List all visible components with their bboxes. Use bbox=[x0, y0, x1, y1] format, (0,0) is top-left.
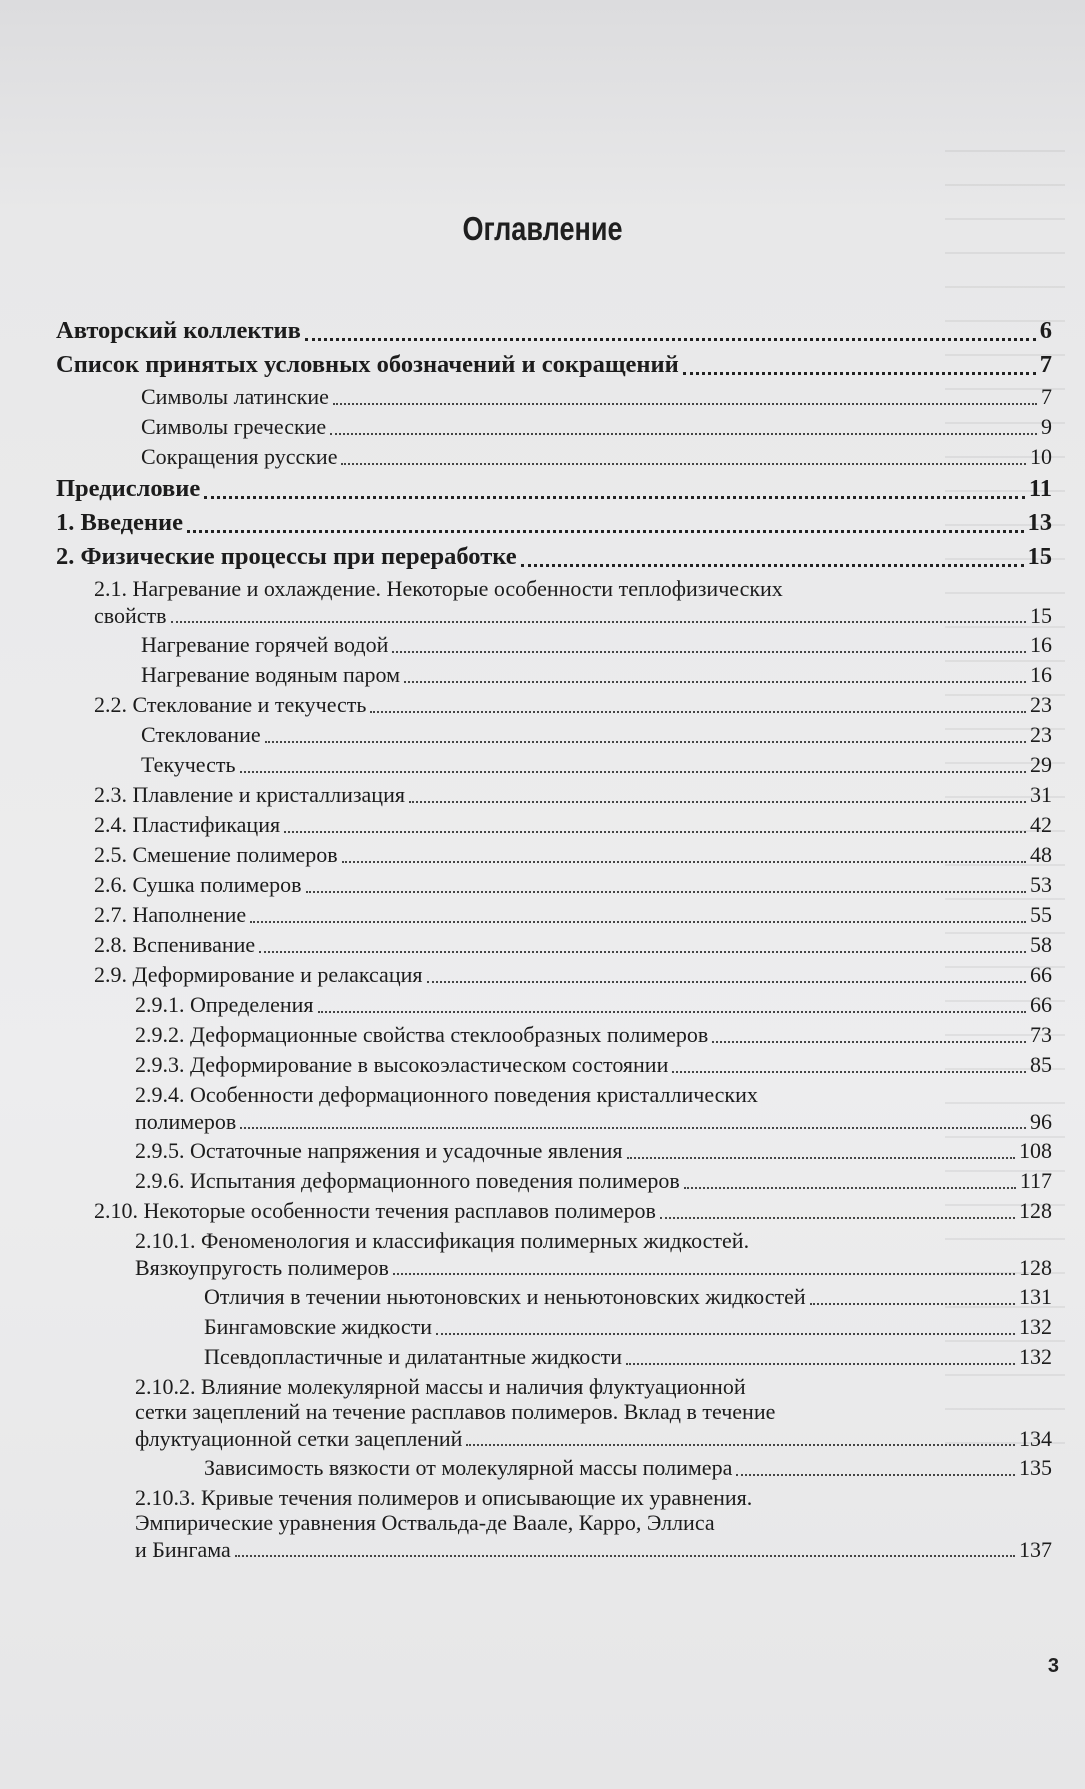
toc-entry[interactable] bbox=[56, 442, 1052, 472]
dot-leader bbox=[672, 1071, 1026, 1073]
toc-entry[interactable] bbox=[56, 750, 1052, 780]
toc-entry-title: Стеклование bbox=[141, 722, 261, 747]
dot-leader bbox=[660, 1217, 1015, 1219]
toc-entry-title: 2.9.6. Испытания деформационного поведения полимеров bbox=[135, 1168, 680, 1193]
toc-entry[interactable] bbox=[56, 472, 1052, 506]
toc-entry-page: 42 bbox=[1030, 812, 1052, 837]
toc-entry[interactable] bbox=[56, 690, 1052, 720]
toc-entry-page: 134 bbox=[1019, 1426, 1052, 1451]
toc-entry-title: Зависимость вязкости от молекулярной массы полимера bbox=[204, 1455, 733, 1480]
toc-entry-page: 85 bbox=[1030, 1052, 1052, 1077]
toc-entry[interactable] bbox=[56, 1312, 1052, 1342]
toc-entry-title: 2.6. Сушка полимеров bbox=[94, 872, 302, 897]
toc-entry-page: 131 bbox=[1019, 1284, 1052, 1309]
toc-entry-page: 66 bbox=[1030, 992, 1052, 1017]
toc-entry-title: 2.9. Деформирование и релаксация bbox=[94, 962, 423, 987]
toc-entry[interactable] bbox=[56, 630, 1052, 660]
dot-leader bbox=[240, 771, 1026, 773]
toc-entry[interactable] bbox=[56, 1374, 1052, 1453]
toc-entry[interactable] bbox=[56, 506, 1052, 540]
toc-entry[interactable] bbox=[56, 1050, 1052, 1080]
dot-leader bbox=[392, 651, 1026, 653]
toc-entry-title: и Бингама bbox=[135, 1537, 231, 1562]
toc-entry-title: 2.3. Плавление и кристаллизация bbox=[94, 782, 405, 807]
toc-entry-lead-line: Эмпирические уравнения Оствальда-де Ваале, Карро, Эллиса bbox=[135, 1510, 715, 1535]
dot-leader bbox=[342, 861, 1026, 863]
dot-leader bbox=[259, 951, 1026, 953]
dot-leader bbox=[436, 1333, 1015, 1335]
toc-entry-page: 6 bbox=[1039, 317, 1052, 344]
dot-leader bbox=[712, 1041, 1026, 1043]
toc-entry-lead-line: 2.10.3. Кривые течения полимеров и описывающие их уравнения. bbox=[135, 1485, 753, 1510]
dot-leader bbox=[240, 1127, 1026, 1129]
toc-entry[interactable] bbox=[56, 1136, 1052, 1166]
toc-entry-page: 55 bbox=[1030, 902, 1052, 927]
toc-entry-page: 132 bbox=[1019, 1344, 1052, 1369]
toc-entry-title: 2.9.3. Деформирование в высокоэластическом состоянии bbox=[135, 1052, 669, 1077]
page-number: 3 bbox=[1047, 1655, 1059, 1677]
dot-leader bbox=[810, 1303, 1015, 1305]
dot-leader bbox=[265, 741, 1026, 743]
toc-entry[interactable] bbox=[56, 870, 1052, 900]
toc-entry-title: Вязкоупругость полимеров bbox=[135, 1255, 389, 1280]
toc-entry-title: Предисловие bbox=[56, 475, 201, 502]
toc-entry-title: Символы греческие bbox=[141, 414, 327, 439]
toc-entry-page: 10 bbox=[1030, 444, 1052, 469]
toc-entry-page: 128 bbox=[1019, 1255, 1052, 1280]
toc-entry-title: Авторский коллектив bbox=[56, 317, 301, 344]
toc-entry[interactable] bbox=[56, 1020, 1052, 1050]
toc-entry[interactable] bbox=[56, 1196, 1052, 1226]
toc-entry-page: 16 bbox=[1030, 662, 1052, 687]
table-of-contents bbox=[56, 314, 1052, 1564]
toc-entry[interactable] bbox=[56, 660, 1052, 690]
toc-entry-lead-line: 2.1. Нагревание и охлаждение. Некоторые особенности теплофизических bbox=[94, 576, 783, 601]
toc-entry[interactable] bbox=[56, 960, 1052, 990]
toc-entry-page: 16 bbox=[1030, 632, 1052, 657]
page-title: Оглавление bbox=[462, 210, 623, 247]
toc-entry-title: 2.9.1. Определения bbox=[135, 992, 314, 1017]
toc-entry-page: 58 bbox=[1030, 932, 1052, 957]
toc-entry-title: Сокращения русские bbox=[141, 444, 338, 469]
toc-entry-title: 2.2. Стеклование и текучесть bbox=[94, 692, 367, 717]
toc-entry-page: 23 bbox=[1030, 692, 1052, 717]
toc-entry-lead-line: 2.10.2. Влияние молекулярной массы и наличия флуктуационной bbox=[135, 1374, 746, 1399]
toc-entry-page: 7 bbox=[1041, 384, 1052, 409]
toc-entry[interactable] bbox=[56, 1228, 1052, 1282]
toc-entry-title: Список принятых условных обозначений и сокращений bbox=[56, 351, 679, 378]
toc-entry[interactable] bbox=[56, 930, 1052, 960]
dot-leader bbox=[466, 1444, 1015, 1446]
toc-entry[interactable] bbox=[56, 314, 1052, 348]
toc-entry-page: 96 bbox=[1030, 1109, 1052, 1134]
toc-entry-title: 2.8. Вспенивание bbox=[94, 932, 256, 957]
toc-entry-title: полимеров bbox=[135, 1109, 237, 1134]
dot-leader bbox=[409, 801, 1026, 803]
toc-entry-title: Бингамовские жидкости bbox=[204, 1314, 433, 1339]
toc-entry-page: 108 bbox=[1019, 1138, 1052, 1163]
dot-leader bbox=[370, 711, 1026, 713]
toc-entry-page: 13 bbox=[1027, 509, 1052, 536]
toc-entry-title: 2. Физические процессы при переработке bbox=[56, 543, 517, 570]
toc-entry[interactable] bbox=[56, 412, 1052, 442]
toc-entry-page: 7 bbox=[1039, 351, 1052, 378]
dot-leader bbox=[187, 530, 1024, 533]
toc-entry-title: 2.9.2. Деформационные свойства стеклообразных полимеров bbox=[135, 1022, 709, 1047]
toc-entry-lead-line: 2.10.1. Феноменология и классификация полимерных жидкостей. bbox=[135, 1228, 750, 1253]
toc-entry-page: 11 bbox=[1028, 475, 1052, 502]
dot-leader bbox=[626, 1363, 1015, 1365]
toc-entry-title: 2.10. Некоторые особенности течения расплавов полимеров bbox=[94, 1198, 656, 1223]
dot-leader bbox=[284, 831, 1026, 833]
dot-leader bbox=[736, 1474, 1015, 1476]
toc-entry-page: 117 bbox=[1019, 1168, 1052, 1193]
toc-entry-title: 2.5. Смешение полимеров bbox=[94, 842, 338, 867]
toc-entry[interactable] bbox=[56, 382, 1052, 412]
toc-entry[interactable] bbox=[56, 1082, 1052, 1136]
toc-entry-page: 15 bbox=[1027, 543, 1052, 570]
dot-leader bbox=[171, 621, 1026, 623]
toc-entry-lead-line: сетки зацеплений на течение расплавов полимеров. Вклад в течение bbox=[135, 1399, 776, 1424]
toc-entry-page: 66 bbox=[1030, 962, 1052, 987]
dot-leader bbox=[318, 1011, 1026, 1013]
toc-entry-page: 137 bbox=[1019, 1537, 1052, 1562]
dot-leader bbox=[404, 681, 1026, 683]
toc-entry-page: 73 bbox=[1030, 1022, 1052, 1047]
toc-entry[interactable] bbox=[56, 1453, 1052, 1483]
dot-leader bbox=[627, 1157, 1015, 1159]
dot-leader bbox=[333, 403, 1037, 405]
toc-entry-page: 135 bbox=[1019, 1455, 1052, 1480]
dot-leader bbox=[250, 921, 1026, 923]
toc-entry[interactable] bbox=[56, 780, 1052, 810]
toc-entry-page: 132 bbox=[1019, 1314, 1052, 1339]
toc-entry[interactable] bbox=[56, 900, 1052, 930]
toc-entry-title: свойств bbox=[94, 603, 167, 628]
toc-entry[interactable] bbox=[56, 540, 1052, 574]
toc-entry-page: 31 bbox=[1030, 782, 1052, 807]
toc-entry-title: Нагревание горячей водой bbox=[141, 632, 389, 657]
dot-leader bbox=[330, 433, 1037, 435]
dot-leader bbox=[204, 496, 1025, 499]
toc-entry[interactable] bbox=[56, 1282, 1052, 1312]
dot-leader bbox=[235, 1555, 1015, 1557]
toc-entry-title: Отличия в течении ньютоновских и неньютоновских жидкостей bbox=[204, 1284, 806, 1309]
toc-entry-page: 15 bbox=[1030, 603, 1052, 628]
toc-entry-title: 2.9.5. Остаточные напряжения и усадочные явления bbox=[135, 1138, 623, 1163]
toc-entry[interactable] bbox=[56, 1342, 1052, 1372]
dot-leader bbox=[341, 463, 1026, 465]
toc-entry[interactable] bbox=[56, 810, 1052, 840]
toc-entry-title: Псевдопластичные и дилатантные жидкости bbox=[204, 1344, 622, 1369]
dot-leader bbox=[393, 1273, 1015, 1275]
toc-entry[interactable] bbox=[56, 840, 1052, 870]
dot-leader bbox=[427, 981, 1027, 983]
toc-entry-title: 2.4. Пластификация bbox=[94, 812, 281, 837]
toc-entry-page: 29 bbox=[1030, 752, 1052, 777]
toc-entry-title: флуктуационной сетки зацеплений bbox=[135, 1426, 463, 1451]
toc-entry-page: 9 bbox=[1041, 414, 1052, 439]
toc-entry[interactable] bbox=[56, 576, 1052, 630]
toc-entry-page: 23 bbox=[1030, 722, 1052, 747]
toc-entry[interactable] bbox=[56, 1166, 1052, 1196]
toc-entry[interactable] bbox=[56, 348, 1052, 382]
toc-entry[interactable] bbox=[56, 720, 1052, 750]
toc-entry-page: 53 bbox=[1030, 872, 1052, 897]
toc-entry-title: Символы латинские bbox=[141, 384, 329, 409]
toc-entry[interactable] bbox=[56, 1485, 1052, 1564]
toc-entry-lead-line: 2.9.4. Особенности деформационного поведения кристаллических bbox=[135, 1082, 758, 1107]
toc-entry-title: Текучесть bbox=[141, 752, 236, 777]
toc-entry-page: 48 bbox=[1030, 842, 1052, 867]
dot-leader bbox=[684, 1187, 1016, 1189]
toc-entry-page: 128 bbox=[1019, 1198, 1052, 1223]
toc-entry[interactable] bbox=[56, 990, 1052, 1020]
dot-leader bbox=[683, 372, 1036, 375]
toc-entry-title: Нагревание водяным паром bbox=[141, 662, 401, 687]
dot-leader bbox=[521, 564, 1024, 567]
dot-leader bbox=[305, 338, 1036, 341]
dot-leader bbox=[306, 891, 1027, 893]
toc-entry-title: 1. Введение bbox=[56, 509, 183, 536]
toc-entry-title: 2.7. Наполнение bbox=[94, 902, 247, 927]
